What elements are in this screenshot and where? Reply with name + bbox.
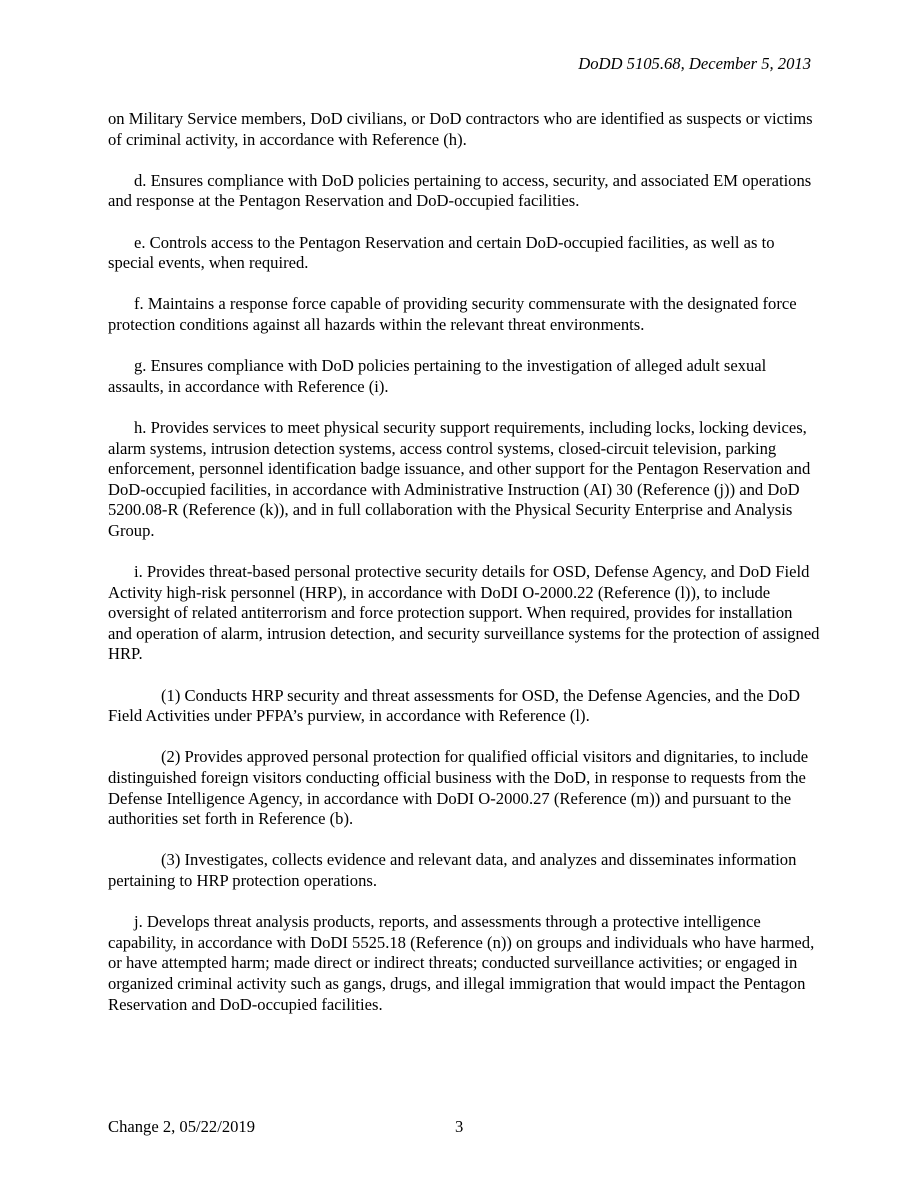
paragraph-g: g. Ensures compliance with DoD policies pertaining to the investigation of alleged adult sexual assaults, in accordance with Reference (i).: [108, 356, 767, 396]
paragraph-d: d. Ensures compliance with DoD policies pertaining to access, security, and associated EM operations and response at the Pentagon Reservation and DoD-occupied facilities.: [108, 170, 812, 211]
paragraph-continuation: on Military Service members, DoD civilians, or DoD contractors who are identified as suspects or victims of criminal activity, in accordance with Reference (h).: [108, 109, 813, 149]
paragraph-i: i. Provides threat-based personal protective security details for OSD, Defense Agency, and DoD Field Activity high-risk personnel (HRP), in accordance with DoDI O-2000.22 (Reference (l)), to include oversight of related antiterrorism and force protection support. When required, provides for installation and operation of alarm, intrusion detection, and security surveillance systems for the protection of assigned HRP.: [108, 562, 820, 664]
page-number: 3: [455, 1117, 464, 1136]
document-reference-header: DoDD 5105.68, December 5, 2013: [578, 54, 811, 73]
paragraph-h: h. Provides services to meet physical security support requirements, including locks, locking devices, alarm systems, intrusion detection systems, access control systems, closed-circuit television, parking enforcement, personnel identification badge issuance, and other support for the Pentagon Reservation and DoD-occupied facilities, in accordance with Administrative Instruction (AI) 30 (Reference (j)) and DoD 5200.08-R (Reference (k)), and in full collaboration with the Physical Security Enterprise and Analysis Group.: [108, 417, 811, 540]
paragraph-j: j. Develops threat analysis products, reports, and assessments through a protective intelligence capability, in accordance with DoDI 5525.18 (Reference (n)) on groups and individuals who have harmed, or have attempted harm; made direct or indirect threats; conducted surveillance activities; or engaged in organized criminal activity such as gangs, drugs, and illegal immigration that would impact the Pentagon Reservation and DoD-occupied facilities.: [108, 912, 815, 1014]
paragraph-i-1: (1) Conducts HRP security and threat assessments for OSD, the Defense Agencies, and the DoD Field Activities under PFPA’s purview, in accordance with Reference (l).: [108, 685, 801, 726]
paragraph-f: f. Maintains a response force capable of providing security commensurate with the designated force protection conditions against all hazards within the relevant threat environments.: [108, 294, 797, 334]
change-note-footer: Change 2, 05/22/2019: [108, 1117, 256, 1136]
paragraph-i-3: (3) Investigates, collects evidence and relevant data, and analyzes and disseminates information pertaining to HRP protection operations.: [108, 850, 797, 890]
paragraph-i-2: (2) Provides approved personal protection for qualified official visitors and dignitaries, to include distinguished foreign visitors conducting official business with the DoD, in response to requests from the Defense Intelligence Agency, in accordance with DoDI O-2000.27 (Reference (m)) and pursuant to the authorities set forth in Reference (b).: [108, 747, 809, 829]
paragraph-e: e. Controls access to the Pentagon Reservation and certain DoD-occupied facilities, as well as to special events, when required.: [108, 232, 775, 273]
document-body: [108, 109, 820, 1036]
